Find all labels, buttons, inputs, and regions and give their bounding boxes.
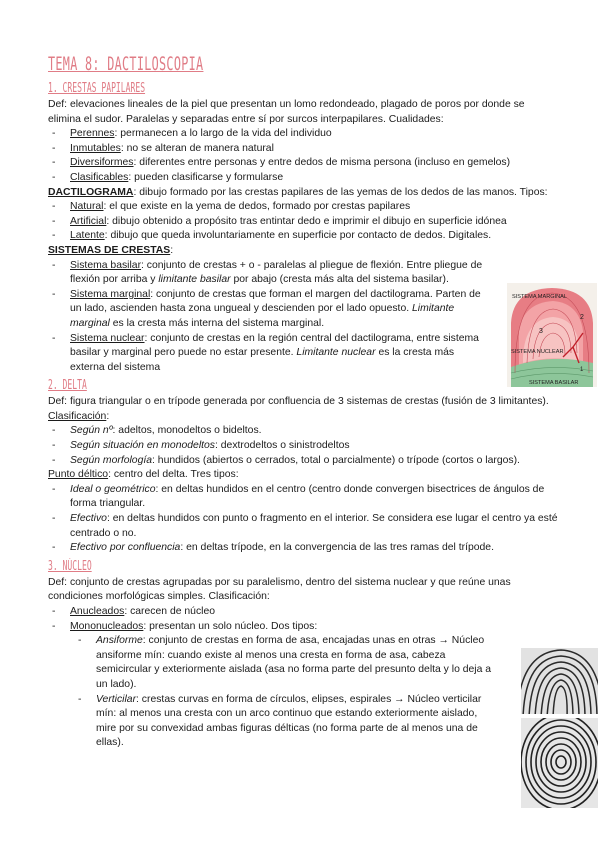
section-heading-delta: 2. DELTA	[48, 378, 87, 394]
punto-deltico-list	[48, 483, 558, 556]
loop-fingerprint-drawing	[521, 648, 598, 714]
document-page	[48, 52, 558, 751]
ansiforme-fingerprint-image	[521, 648, 598, 714]
list-item: - Mononucleados: presentan un solo núcleo. Dos tipos: - Ansiforme: conjunto de crestas en forma de asa, encajadas unas en otras → Núcleo ansiforme mín: cuando existe al menos una cresta en forma de asa, cabeza semicircular y exteriormente aislada (asa no forma parte del presunto delta y lo deja a un lado). - Verticilar: crestas curvas en forma de círculos, elipses, espirales → Núcleo verticilar mín: al menos una cresta con un arco continuo que estando exteriormente aislado, mire por su convexidad ambas figuras délticas (no forma parte de al menos una de ellas).	[48, 620, 498, 751]
label-nuclear: SISTEMA NUCLEAR	[511, 349, 564, 355]
list-item: - Sistema basilar: conjunto de crestas + o - paralelas al pliegue de flexión. Entre pliegue de flexión por arriba y limitante basilar por abajo (cresta más alta del sistema basilar).	[48, 259, 488, 288]
mononucleados-sublist	[70, 634, 498, 751]
list-item: - Verticilar: crestas curvas en forma de círculos, elipses, espirales → Núcleo verticilar mín: al menos una cresta con un arco continuo que estando exteriormente aislado, mire por su convexidad ambas figuras délticas (no forma parte de al menos una de ellas).	[70, 693, 498, 751]
section-heading-crestas: 1. CRESTAS PAPILARES	[48, 81, 146, 96]
list-item: - Efectivo por confluencia: en deltas trípode, en la convergencia de las tres ramas del trípode.	[48, 541, 558, 556]
list-item: - Sistema marginal: conjunto de crestas que forman el margen del dactilograma. Parten de un lado, ascienden hasta zona ungueal y descienden por el lado opuesto. Limitante marginal es la cresta más interna del sistema marginal.	[48, 288, 488, 332]
delta-definition: Def: figura triangular o en trípode generada por confluencia de 3 sistemas de crestas (fusión de 3 limitantes). Clasificación:	[48, 396, 549, 422]
verticilar-fingerprint-image	[521, 718, 598, 808]
nucleo-list	[48, 605, 498, 751]
list-item: - Según situación en monodeltos: dextrodeltos o sinistrodeltos	[48, 439, 558, 454]
label-basilar: SISTEMA BASILAR	[529, 380, 579, 386]
fingerprint-systems-diagram	[507, 283, 597, 387]
dactilograma-definition: DACTILOGRAMA: dibujo formado por las crestas papilares de las yemas de los dedos de las manos. Tipos:	[48, 186, 548, 198]
list-item: - Natural: el que existe en la yema de dedos, formado por crestas papilares	[48, 200, 558, 215]
delta-clasificacion-list	[48, 424, 558, 468]
cualidades-list	[48, 127, 558, 185]
list-item: - Ansiforme: conjunto de crestas en forma de asa, encajadas unas en otras → Núcleo ansiforme mín: cuando existe al menos una cresta en forma de asa, cabeza semicircular y exteriormente aislada (asa no forma parte del presunto delta y lo deja a un lado).	[70, 634, 498, 692]
nucleo-definition: Def: conjunto de crestas agrupadas por su paralelismo, dentro del sistema nuclear y que reúne unas condiciones morfológicas simples. Clasificación:	[48, 576, 511, 603]
label-num1: 1	[580, 367, 584, 373]
sistemas-crestas-figure	[507, 283, 597, 387]
section-heading-nucleo: 3. NÚCLEO	[48, 558, 92, 574]
punto-deltico-definition: Punto déltico: centro del delta. Tres tipos:	[48, 469, 239, 481]
list-item: - Según nº: adeltos, monodeltos o bideltos.	[48, 424, 558, 439]
whorl-fingerprint-drawing	[521, 718, 598, 808]
sistemas-list	[48, 259, 488, 376]
list-item: - Perennes: permanecen a lo largo de la vida del individuo	[48, 127, 558, 142]
list-item: - Artificial: dibujo obtenido a propósito tras entintar dedo e imprimir el dibujo en superficie idónea	[48, 215, 558, 230]
tipos-list	[48, 200, 558, 244]
list-item: - Según morfología: hundidos (abiertos o cerrados, total o parcialmente) o trípode (cortos o largos).	[48, 454, 558, 469]
section-nucleo	[48, 576, 558, 751]
list-item: - Ideal o geométrico: en deltas hundidos en el centro (centro donde convergen bisectrices de ángulos de forma triangular.	[48, 483, 558, 512]
list-item: - Anucleados: carecen de núcleo	[48, 605, 498, 620]
list-item: - Inmutables: no se alteran de manera natural	[48, 142, 558, 157]
page-title: TEMA 8: DACTILOSCOPIA	[48, 53, 204, 75]
list-item: - Diversiformes: diferentes entre personas y entre dedos de misma persona (incluso en gemelos)	[48, 156, 558, 171]
sistemas-heading: SISTEMAS DE CRESTAS:	[48, 244, 174, 256]
list-item: - Efectivo: en deltas hundidos con punto o fragmento en el interior. Se considera ese lugar el centro ya esté centrado o no.	[48, 512, 558, 541]
label-num2: 2	[580, 314, 584, 321]
crestas-definition: Def: elevaciones lineales de la piel que presentan un lomo redondeado, plagado de poros por donde se elimina el sudor. Paralelas y separadas entre sí por surcos interpapilares. Cualidades:	[48, 99, 525, 125]
list-item: - Sistema nuclear: conjunto de crestas en la región central del dactilograma, entre sistema basilar y marginal pero puede no estar presente. Limitante nuclear es la cresta más externa del sistema	[48, 332, 488, 376]
list-item: - Latente: dibujo que queda involuntariamente en superficie por contacto de dedos. Digitales.	[48, 229, 558, 244]
label-num3: 3	[539, 328, 543, 335]
label-marginal: SISTEMA MARGINAL	[512, 294, 568, 300]
section-crestas	[48, 98, 558, 375]
list-item: - Clasificables: pueden clasificarse y formularse	[48, 171, 558, 186]
section-delta	[48, 395, 558, 556]
